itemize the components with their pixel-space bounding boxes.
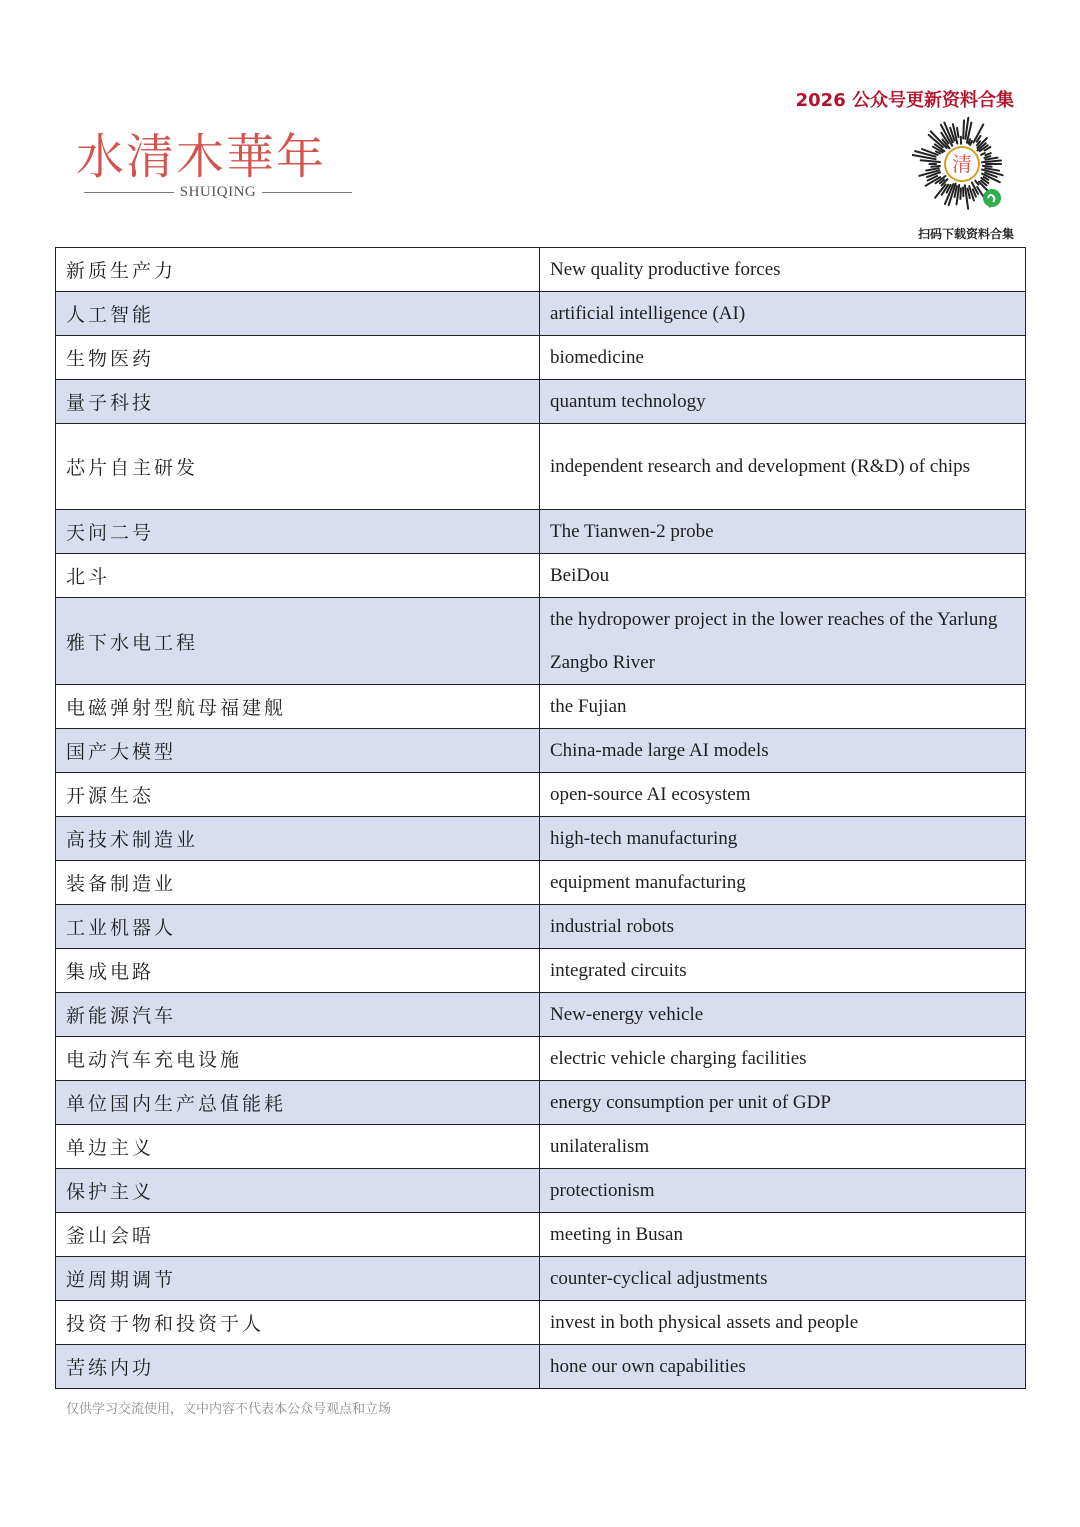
table-row xyxy=(56,510,1026,554)
table-row xyxy=(56,949,1026,993)
qr-dot xyxy=(957,128,958,137)
term-chinese: 逆周期调节 xyxy=(56,1257,540,1301)
table-row xyxy=(56,336,1026,380)
term-chinese: 高技术制造业 xyxy=(56,817,540,861)
qr-code-graphic xyxy=(912,114,1012,218)
qr-title: 2026 公众号更新资料合集 xyxy=(795,90,1014,111)
term-english: independent research and development (R&D) of chips xyxy=(540,424,1026,510)
table-row xyxy=(56,1301,1026,1345)
term-english: equipment manufacturing xyxy=(540,861,1026,905)
qr-dot xyxy=(963,120,964,138)
table-row xyxy=(56,1037,1026,1081)
term-chinese: 新能源汽车 xyxy=(56,993,540,1037)
term-english: energy consumption per unit of GDP xyxy=(540,1081,1026,1125)
table-row xyxy=(56,1169,1026,1213)
table-row xyxy=(56,292,1026,336)
term-chinese: 国产大模型 xyxy=(56,729,540,773)
table-row xyxy=(56,817,1026,861)
term-english: unilateralism xyxy=(540,1125,1026,1169)
term-english: electric vehicle charging facilities xyxy=(540,1037,1026,1081)
qr-dot xyxy=(985,153,990,155)
term-chinese: 北斗 xyxy=(56,554,540,598)
term-chinese: 投资于物和投资于人 xyxy=(56,1301,540,1345)
table-row xyxy=(56,905,1026,949)
table-row xyxy=(56,773,1026,817)
logo-subtitle xyxy=(84,184,352,201)
term-chinese: 单边主义 xyxy=(56,1125,540,1169)
term-chinese: 天问二号 xyxy=(56,510,540,554)
table-row xyxy=(56,554,1026,598)
footer-disclaimer: 仅供学习交流使用，文中内容不代表本公众号观点和立场 xyxy=(66,1402,392,1417)
qr-dot xyxy=(936,152,940,154)
term-english: open-source AI ecosystem xyxy=(540,773,1026,817)
term-english: The Tianwen-2 probe xyxy=(540,510,1026,554)
term-english: the Fujian xyxy=(540,685,1026,729)
term-english: China-made large AI models xyxy=(540,729,1026,773)
term-english: meeting in Busan xyxy=(540,1213,1026,1257)
qr-dot xyxy=(921,160,940,162)
table-row xyxy=(56,1125,1026,1169)
table-row xyxy=(56,1257,1026,1301)
term-english: counter-cyclical adjustments xyxy=(540,1257,1026,1301)
term-english: quantum technology xyxy=(540,380,1026,424)
table-row xyxy=(56,1213,1026,1257)
term-chinese: 开源生态 xyxy=(56,773,540,817)
table-row xyxy=(56,380,1026,424)
term-chinese: 装备制造业 xyxy=(56,861,540,905)
term-chinese: 釜山会晤 xyxy=(56,1213,540,1257)
term-chinese: 人工智能 xyxy=(56,292,540,336)
table-row xyxy=(56,861,1026,905)
term-chinese: 单位国内生产总值能耗 xyxy=(56,1081,540,1125)
term-english: artificial intelligence (AI) xyxy=(540,292,1026,336)
qr-caption: 扫码下载资料合集 xyxy=(917,227,1014,241)
table-row xyxy=(56,1081,1026,1125)
term-chinese: 保护主义 xyxy=(56,1169,540,1213)
term-chinese: 苦练内功 xyxy=(56,1345,540,1389)
qr-dot xyxy=(960,188,961,199)
term-chinese: 电动汽车充电设施 xyxy=(56,1037,540,1081)
logo-title: 水清木華年 xyxy=(76,129,327,185)
term-english: BeiDou xyxy=(540,554,1026,598)
mini-program-icon xyxy=(983,189,1001,207)
term-chinese: 电磁弹射型航母福建舰 xyxy=(56,685,540,729)
qr-dot xyxy=(981,153,985,155)
table-row xyxy=(56,248,1026,292)
term-english: high-tech manufacturing xyxy=(540,817,1026,861)
qr-code[interactable] xyxy=(912,114,1012,218)
term-chinese: 新质生产力 xyxy=(56,248,540,292)
term-chinese: 集成电路 xyxy=(56,949,540,993)
glossary-table xyxy=(55,247,1026,1389)
term-english: hone our own capabilities xyxy=(540,1345,1026,1389)
term-english: industrial robots xyxy=(540,905,1026,949)
term-english: integrated circuits xyxy=(540,949,1026,993)
term-english: biomedicine xyxy=(540,336,1026,380)
term-english: invest in both physical assets and people xyxy=(540,1301,1026,1345)
logo-rule-right xyxy=(262,192,352,193)
table-row xyxy=(56,598,1026,685)
table-row xyxy=(56,729,1026,773)
logo-subtitle-text: SHUIQING xyxy=(179,184,257,200)
term-english: New quality productive forces xyxy=(540,248,1026,292)
table-row xyxy=(56,1345,1026,1389)
term-chinese: 生物医药 xyxy=(56,336,540,380)
qr-dot xyxy=(931,166,940,167)
term-chinese: 芯片自主研发 xyxy=(56,424,540,510)
qr-dot xyxy=(983,166,992,167)
logo-rule-left xyxy=(84,192,174,193)
table-row xyxy=(56,993,1026,1037)
term-english: New-energy vehicle xyxy=(540,993,1026,1037)
table-row xyxy=(56,685,1026,729)
qr-dot xyxy=(984,156,990,158)
term-chinese: 雅下水电工程 xyxy=(56,598,540,685)
qr-dot xyxy=(982,161,1001,163)
term-english: protectionism xyxy=(540,1169,1026,1213)
qr-center-char: 清 xyxy=(952,152,972,176)
term-english: the hydropower project in the lower reaches of the Yarlung Zangbo River xyxy=(540,598,1026,685)
term-chinese: 量子科技 xyxy=(56,380,540,424)
table-row xyxy=(56,424,1026,510)
term-chinese: 工业机器人 xyxy=(56,905,540,949)
